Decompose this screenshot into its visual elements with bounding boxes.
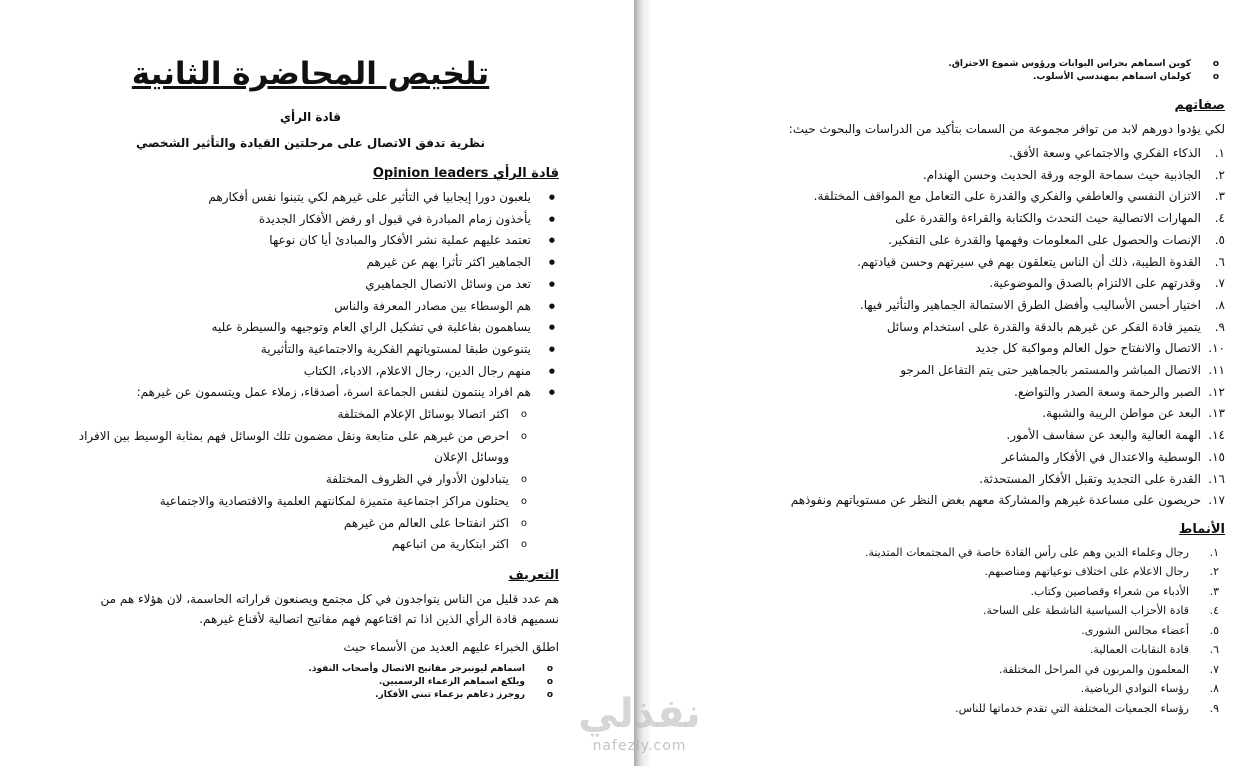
list-item: o يحتلون مراكز اجتماعية متميزة لمكانتهم العلمية والاقتصادية والاجتماعية (62, 491, 559, 513)
sub-bullet-list (62, 404, 559, 556)
list-item: ٣. الاتزان النفسي والعاطفي والفكري والقدرة على التعامل مع المواقف المختلفة. (813, 189, 1225, 204)
list-item: o روجرز دعاهم بزعماء تبني الأفكار. (62, 689, 559, 702)
right-page (650, 0, 1245, 766)
list-item: ٢. الجاذبية حيث سماحة الوجه ورقة الحديث وحسن الهندام. (922, 167, 1225, 182)
watermark-latin: nafezly.com (592, 738, 687, 754)
section-heading-types: الأنماط (1178, 521, 1225, 537)
list-item: ٢. رجال الاعلام على اختلاف نوعياتهم ومناصبهم. (984, 565, 1219, 579)
list-item: ● يتنوعون طبقا لمستوياتهم الفكرية والاجتماعية والتأثيرية (62, 339, 559, 361)
list-item: ● تعتمد عليهم عملية نشر الأفكار والمبادئ أيا كان نوعها (62, 230, 559, 252)
types-list (705, 543, 1225, 719)
list-item: ١٧. حريصون على مساعدة غيرهم والمشاركة معهم بغض النظر عن مستوياتهم ونفوذهم (790, 493, 1225, 508)
section-heading-definition: التعريف (508, 567, 559, 583)
list-item: ١. الذكاء الفكري والاجتماعي وسعة الأفق. (1009, 146, 1225, 160)
traits-list (705, 143, 1225, 512)
list-item: o كوين اسماهم بحراس البوابات ورؤوس شموع الاحتراق. (705, 58, 1225, 71)
names-list (62, 663, 559, 702)
list-item: ● يساهمون بفاعلية في تشكيل الراي العام وتوجيهه والسيطرة عليه (62, 317, 559, 339)
list-item: ١٦. القدرة على التجديد وتقبل الأفكار المستحدثة. (979, 471, 1225, 486)
list-item: ١٣. البعد عن مواطن الريبة والشبهة. (1042, 406, 1225, 421)
subtitle-theory: نظرية تدفق الاتصال على مرحلتين القيادة والتأثير الشخصي (135, 136, 486, 150)
list-item: o ويلكع اسماهم الزعماء الرسميين. (62, 676, 559, 689)
list-item: ٦. قادة النقابات العمالية. (1089, 643, 1219, 657)
traits-intro: لكي يؤدوا دورهم لابد من توافر مجموعة من السمات بتأكيد من الدراسات والبحوث حيث: (788, 122, 1225, 136)
list-item: ٧. وقدرتهم على الالتزام بالصدق والموضوعية. (989, 276, 1225, 291)
list-item: ٣. الأدباء من شعراء وقصاصين وكتاب. (1030, 584, 1219, 598)
definition-paragraph: هم عدد قليل من الناس يتواجدون في كل مجتمع ويصنعون قراراته الحاسمة، لان هؤلاء هم من نسميهم قادة الرأي الذين اذا تم اقتاعهم فهم مفاتيح اتصالية لأقناع غيرهم. (100, 591, 559, 626)
list-item: ٨. رؤساء النوادي الرياضية. (1080, 682, 1219, 696)
list-item: ● يأخذون زمام المبادرة في قبول او رفض الأفكار الجديدة (62, 209, 559, 231)
list-item: ١٠. الاتصال والانفتاح حول العالم ومواكبة كل جديد (975, 341, 1225, 356)
list-item: ٥. الإنصات والحصول على المعلومات وفهمها والقدرة على التفكير. (888, 232, 1225, 247)
list-item: o اكثر ابتكارية من اتباعهم (62, 534, 559, 556)
section-heading-traits: صفاتهم (1174, 98, 1225, 113)
list-item: ٨. اختيار أحسن الأساليب وأفضل الطرق الاستمالة الجماهير والتأثير فيها. (859, 297, 1225, 312)
list-item: o اكثر اتصالا بوسائل الإعلام المختلفة (62, 404, 559, 426)
list-item: o كولمان اسماهم بمهندسي الأسلوب. (705, 71, 1225, 84)
list-item: ● يلعبون دورا إيجابيا في التأثير على غيرهم لكي يتبنوا نفس أفكارهم (62, 187, 559, 209)
list-item: o يتبادلون الأدوار في الظروف المختلفة (62, 469, 559, 491)
list-item: ١١. الاتصال المباشر والمستمر بالجماهير حتى يتم التفاعل المرجو (900, 363, 1225, 378)
subtitle-opinion-leaders: قادة الرأي (280, 110, 341, 124)
list-item: ٩. رؤساء الجمعيات المختلفة التي تقدم خدماتها للناس. (955, 701, 1219, 715)
bullet-list (62, 187, 559, 404)
list-item: ● منهم رجال الدين، رجال الاعلام، الادباء، الكتاب (62, 361, 559, 383)
list-item: ٩. يتميز قادة الفكر عن غيرهم بالدقة والقدرة على استخدام وسائل (886, 319, 1225, 334)
book-spine (634, 0, 650, 766)
list-item: ٧. المعلمون والمربون في المراحل المختلفة. (998, 662, 1219, 676)
list-item: ● هم الوسطاء بين مصادر المعرفة والناس (62, 296, 559, 318)
list-item: o اكثر انفتاحا على العالم من غيرهم (62, 513, 559, 535)
list-item: ٤. قادة الأحزاب السياسية الناشطة على الساحة. (982, 604, 1219, 618)
names-intro: اطلق الخبراء عليهم العديد من الأسماء حيث (343, 639, 559, 654)
list-item: ● تعد من وسائل الاتصال الجماهيري (62, 274, 559, 296)
names-list-continued (705, 58, 1225, 84)
list-item: ١. رجال وعلماء الدين وهم على رأس القادة خاصة في المجتمعات المتدينة. (864, 545, 1219, 559)
list-item: ٦. القدوة الطيبة، ذلك أن الناس يتعلقون بهم في سيرتهم وحسن قيادتهم. (857, 254, 1225, 269)
list-item: ١٢. الصبر والرحمة وسعة الصدر والتواضع. (1014, 384, 1225, 399)
list-item: ● هم افراد ينتمون لنفس الجماعة اسرة، أصدقاء، زملاء عمل ويتسمون عن غيرهم: (62, 382, 559, 404)
section-heading-opinion-leaders: قادة الرأي Opinion leaders (372, 166, 559, 181)
list-item: o احرص من غيرهم على متابعة ونقل مضمون تلك الوسائل فهم بمثابة الوسيط بين الافراد ووسائل الإعلان (62, 426, 559, 469)
list-item: ● الجماهير اكثر تأثرا بهم عن غيرهم (62, 252, 559, 274)
list-item: ١٤. الهمة العالية والبعد عن سفاسف الأمور. (1006, 428, 1225, 443)
watermark-arabic: نفذلي (578, 691, 701, 737)
list-item: ٥. أعضاء مجالس الشورى. (1081, 623, 1219, 637)
list-item: ٤. المهارات الاتصالية حيث التحدث والكتابة والقراءة والقدرة على (895, 211, 1225, 226)
list-item: ١٥. الوسطية والاعتدال في الأفكار والمشاعر (1001, 449, 1225, 464)
page-title: تلخيص المحاضرة الثانية (131, 56, 490, 92)
list-item: o اسماهم ليونبرجر مفاتيح الاتصال وأصحاب النفوذ. (62, 663, 559, 676)
